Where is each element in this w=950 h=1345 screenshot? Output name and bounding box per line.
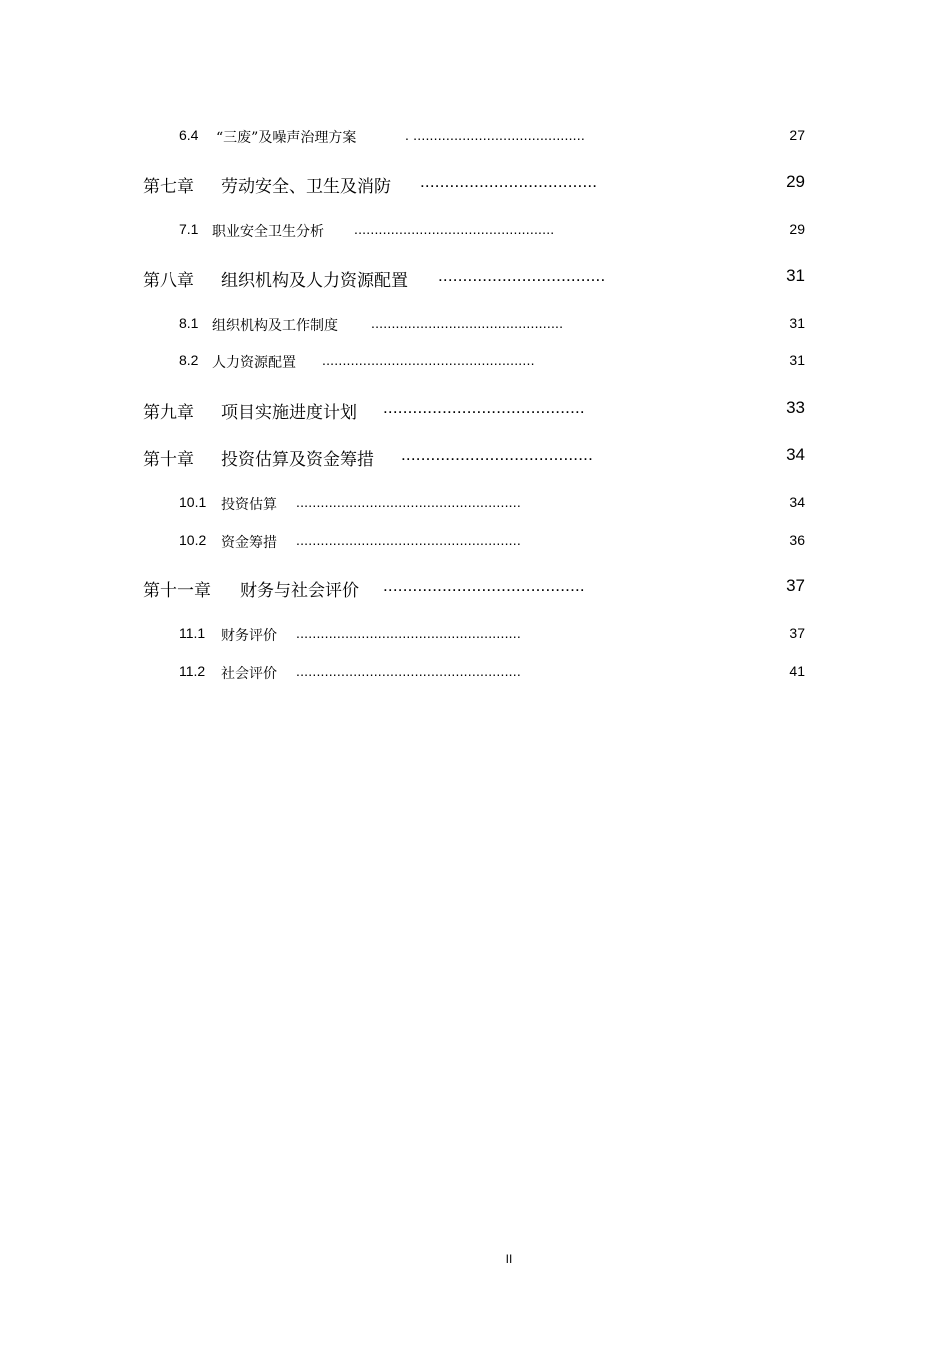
section-title: 职业安全卫生分析 [212,224,324,240]
chapter-label: 第十一章 [143,581,211,601]
dot-leader: .................................. [438,266,606,285]
page-number: 31 [786,266,805,285]
page-number: 27 [789,127,805,143]
chapter-label: 第七章 [143,177,194,197]
section-number: 7.1 [179,221,199,237]
section-number: 11.2 [179,663,206,679]
page-number: 29 [789,221,805,237]
section-number: 10.1 [179,494,207,510]
page-number: 36 [789,532,805,548]
chapter-title: 劳动安全、卫生及消防 [221,177,391,197]
dot-leader: ......................................... [383,398,585,417]
dot-leader: ............................................... [371,315,564,331]
dot-leader: ....................................................... [296,494,521,510]
chapter-label: 第九章 [143,403,194,423]
page-number: 34 [786,445,805,464]
page-number: 31 [789,352,805,368]
section-number: 10.2 [179,532,207,548]
dot-leader: ....................................................... [296,625,521,641]
page-number: 37 [786,576,805,595]
section-number: 6.4 [179,127,199,143]
dot-leader: .................................................... [322,352,535,368]
page-number: 29 [786,172,805,191]
section-number: 8.1 [179,315,199,331]
dot-leader: . .......................................... [405,127,585,143]
dot-leader: ................................................. [354,221,555,237]
page-number: 31 [789,315,805,331]
chapter-title: 项目实施进度计划 [221,403,357,423]
section-title: 社会评价 [221,666,277,682]
page-number: 34 [789,494,805,510]
chapter-label: 第八章 [143,271,194,291]
section-title: 财务评价 [221,628,277,644]
section-number: 11.1 [179,625,206,641]
chapter-label: 第十章 [143,450,194,470]
section-title: 资金筹措 [221,535,277,551]
page-number: 41 [789,663,805,679]
dot-leader: ....................................................... [296,663,521,679]
section-title: 人力资源配置 [212,355,296,371]
chapter-title: 投资估算及资金筹措 [221,450,374,470]
dot-leader: .................................... [420,172,598,191]
page-number: 37 [789,625,805,641]
section-number: 8.2 [179,352,199,368]
chapter-title: 财务与社会评价 [240,581,359,601]
footer-page-number: II [505,1252,513,1266]
section-title: “三废”及噪声治理方案 [216,130,357,146]
dot-leader: ....................................................... [296,532,521,548]
section-title: 投资估算 [221,497,277,513]
dot-leader: ......................................... [383,576,585,595]
page-number: 33 [786,398,805,417]
section-title: 组织机构及工作制度 [212,318,338,334]
dot-leader: ....................................... [401,445,594,464]
chapter-title: 组织机构及人力资源配置 [221,271,408,291]
